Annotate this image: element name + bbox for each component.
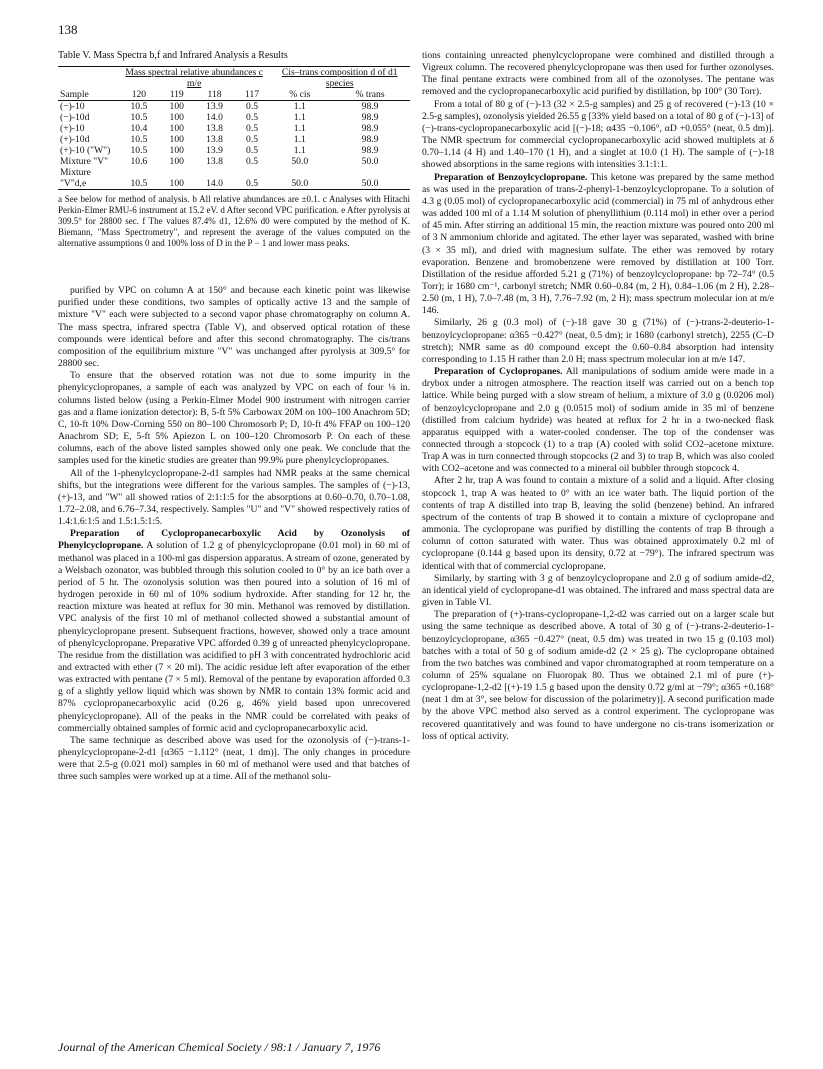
table-cell: 1.1 [293,112,306,124]
table-cell: 50.0 [291,178,309,190]
table-cell: 13.8 [206,123,223,135]
table-row [58,101,410,113]
table-cell: 10.5 [130,101,148,113]
column-header: 119 [169,89,184,101]
table-cell: 10.6 [130,156,148,168]
table-cell: 100 [169,112,184,124]
table-row [58,123,410,134]
table-cell: 0.5 [246,112,259,124]
table-cell: 0.5 [246,134,259,146]
table-cell: 10.5 [130,145,148,157]
table-row [58,112,410,123]
table-cell: 98.9 [361,112,379,124]
table-cell: (−)-10d [60,112,90,124]
paragraph: Similarly, 26 g (0.3 mol) of (−)-18 gave 30 g (71%) of (−)-trans-2-deuterio-1-benzoylcyclopropane: α365 −0.427° (neat, 0.5 dm); ir 1680 (carbonyl stretch), 2255 (C–D stretch); NMR same as d0 compound except the 0.60–0.84 absorption had intensity corresponding to 1.15 H rather than 2.0 H; mass spectrum molecular ion at m/e 147. [422,317,774,365]
column-header: % trans [355,89,385,101]
table-cell: 98.9 [361,145,379,157]
table-cell: 98.9 [361,101,379,113]
page-number: 138 [58,22,78,37]
table-cell: 100 [169,134,184,146]
paragraph: All of the 1-phenylcyclopropane-2-d1 samples had NMR peaks at the same chemical shifts, but the integrations were different for the various samples. The samples of (−)-13, (+)-13, and "W" all showed ratios of 2:1:1:5 for the absorptions at 0.60–0.70, 0.70–1.08, 1.72–2.08, and 6.76–7.34, respectively. Samples "U" and "V" showed respectively ratios of 1.4:1.6:1:5 and 1.5:1.5:1:5. [58,467,410,528]
table-cell: 13.9 [206,145,223,157]
table-cell: 0.5 [246,145,259,157]
journal-footer: Journal of the American Chemical Society / 98:1 / January 7, 1976 [58,1040,381,1054]
paragraph: tions containing unreacted phenylcyclopropane were combined and distilled through a Vigreux column. The recovered phenylcyclopropane was then used for further ozonolyses. The final pentane extracts were combined from all of the ozonolyses. The pentane was removed and the cyclopropanecarboxylic acid purified by distillation, bp 100° (30 Torr). [422,50,774,98]
paragraph: purified by VPC on column A at 150° and because each kinetic point was likewise purified under these conditions, two samples of optically active 13 and the sample of mixture "V" each were subjected to a second vapor phase chromatography on column A. The mass spectra, infrared spectra (Table V), and observed optical rotation of these compounds were identical before and after this second chromatography. The cis/trans composition of the equilibrium mixture "V" was unchanged after pyrolysis at 309.5° for 28800 sec. [58,285,410,370]
paragraph: To ensure that the observed rotation was not due to some impurity in the phenylcyclopropanes, a sample of each was analyzed by VPC on each of four ⅛ in. columns listed below (using a Perkin-Elmer Model 900 instrument with nitrogen carrier gas and a flame ionization detector): B, 5-ft 5% Carbowax 20M on 100–100 Anachrom 5D; C, 10-ft 10% Dow-Corning 550 on 80–100 Chromosorb P; D, 10-ft 4% FFAP on 100–120 Anachrom SD; E, 5-ft 5% Apiezon L on 100–120 Chromosorb P. On each of these columns, each of the above listed samples showed only one peak. We conclude that the samples used for the kinetic studies are greater than 99.9% pure phenylcyclopropanes. [58,370,410,467]
table-footnote: a See below for method of analysis. b All relative abundances are ±0.1. c Analyses with Hitachi Perkin-Elmer RMU-6 instrument at 15.2 eV. d After second VPC purification. e After pyrolysis at 309.5° for 28800 sec. f The values 87.4% d1, 12.6% d0 were computed by the method of K. Biemann, "Mass Spectrometry", and represent the average of the values computed on the alternative assumptions 0 and 100% loss of D in the P − 1 and lower mass peaks. [58,194,410,249]
paragraph: The same technique as described above was used for the ozonolysis of (−)-trans-1-phenylcyclopropane-2-d1 [α365 −1.112° (neat, 1 dm)]. The only changes in procedure were that 2.5-g (0.021 mol) samples in 60 ml of methanol were used and that batches of three such samples were worked up at a time. All of the methanol solu- [58,734,410,783]
paragraph: The preparation of (+)-trans-cyclopropane-1,2-d2 was carried out on a larger scale but using the same technique as described above. A total of 30 g of (−)-trans-2-deuterio-1-benzoylcyclopropane, α365 −0.427° (neat, 0.5 dm) was treated in two 15 g (0.103 mol) batches with a total of 50 g of sodium amide-d2 (2 × 25 g). The cyclopropane obtained from the two batches was combined and vapor chromatographed at room temperature on a column of 25% squalane on Fluoropak 80. Thus we obtained 2.1 ml of pure (+)-cyclopropane-1,2-d2 [(+)-19 1.5 g based upon the density 0.72 g/ml at −79°; α365 +0.168° (neat 1 dm at 3°, see below for discussion of the polarimetry)]. A second purification made by the above VPC method also served as a control experiment. The cyclopropane was recovered quantitatively and was found to have undergone no cis-trans isomerization or loss of optical activity. [422,609,774,742]
table-cell: 50.0 [361,178,379,190]
table-row [58,156,410,167]
section-heading: Preparation of Cyclopropanecarboxylic Acid by Ozonolysis of Phenylcyclopropane. [58,528,410,552]
table-cell: (+)-10 ("W") [60,145,111,157]
table-cell: 1.1 [293,134,306,146]
table-cell: 0.5 [246,123,259,135]
table-cell: 1.1 [293,101,306,113]
column-header: 117 [245,89,260,101]
section-heading: Preparation of Cyclopropanes. [434,366,563,378]
table-header-group1: Mass spectral relative abundances c m/e [125,67,263,90]
table-cell: Mixture "V"d,e [60,167,91,190]
paragraph: From a total of 80 g of (−)-13 (32 × 2.5-g samples) and 25 g of recovered (−)-13 (10 × 2.5-g samples), ozonolysis yielded 26.55 g [33% yield based on a total of 80 g of (−)-13] of (−)-trans-cyclopropanecarboxylic acid [(−)-18; α435 −0.106°, αD +0.055° (neat, 0.5 dm)]. The NMR spectrum for commercial cyclopropanecarboxylic acid showed multiplets at δ 0.70–1.14 (4 H) and 1.40–170 (1 H), and a singlet at 10.0 (1 H). The sample of (−)-18 showed absorptions in the same regions with intensities 3.1:1:1. [422,98,774,171]
table-cell: 100 [169,156,184,168]
table-cell: 13.8 [206,156,223,168]
table-cell: 14.0 [206,112,223,124]
table-cell: 1.1 [293,123,306,135]
paragraph: Preparation of Cyclopropanes. All manipulations of sodium amide were made in a drybox under a nitrogen atmosphere. The reaction itself was carried out on a bench top lattice. While being purged with a slow stream of helium, a mixture of 3.0 g (0.0206 mol) of benzoylcyclopropane and 2.0 g (0.0515 mol) of sodium amide in 35 ml of benzene (distilled from calcium hydride) was heated at reflux for 2 hr in a two-necked flask apparatus equipped with a water-cooled condenser. The top of the condenser was connected through a stopcock (1) to a trap (A) cooled with solid CO2–acetone mixture. Trap A was in turn connected through stopcocks (2 and 3) to trap B, which was also cooled with CO2–acetone and was connected to a mineral oil bubbler through stopcock 4. [422,366,774,475]
table-row [58,167,410,190]
table-cell: 13.8 [206,134,223,146]
column-header: 118 [207,89,222,101]
mass-spectra-table [58,66,410,190]
table-cell: 98.9 [361,123,379,135]
table-cell: (+)-10 [60,123,85,135]
table-cell: 98.9 [361,134,379,146]
paragraph: Similarly, by starting with 3 g of benzoylcyclopropane and 2.0 g of sodium amide-d2, an identical yield of cyclopropane-d1 was obtained. The infrared and mass spectral data are given in Table VI. [422,572,774,609]
column-header: % cis [289,89,311,101]
table-body [58,101,410,190]
column-header: Sample [60,89,89,101]
table-cell: 0.5 [246,101,259,113]
table-cell: 1.1 [293,145,306,157]
table-cell: 13.9 [206,101,223,113]
paragraph: Preparation of Cyclopropanecarboxylic Acid by Ozonolysis of Phenylcyclopropane. A solution of 1.2 g of phenylcyclopropane (0.01 mol) in 60 ml of methanol was placed in a 100-ml gas dispersion apparatus. A stream of ozone, generated by a Welsbach ozonator, was bubbled through this solution cooled to 0° by an ice bath over a period of 5 hr. The ozonolysis solution was then poured into a solution of 16 ml of hydrogen peroxide in 60 ml of 10% sodium hydroxide. After standing for 12 hr, the reaction mixture was heated at reflux for 30 min. Methanol was removed by distillation. VPC analysis of the first 10 ml of methanol collected showed a substantial amount of phenylcyclopropane present. Subsequent fractions, however, showed only a trace amount of phenylcyclopropane. Preparative VPC afforded 0.39 g of unreacted phenylcyclopropane. The residue from the distillation was acidified to pH 3 with concentrated hydrochloric acid and extracted with ether (7 × 20 ml). The acidic residue left after evaporation of the ether was extracted with pentane (7 × 5 ml). Removal of the pentane by evaporation afforded 0.3 g of a slightly yellow liquid which was shown by NMR to contain 13% formic acid and 87% cyclopropanecarboxylic acid (0.26 g, 46% yield based upon unrecovered phenylcyclopropane). All of the peaks in the NMR could be correlated with peaks of commercially obtained samples of formic acid and cyclopropanecarboxylic acid. [58,528,410,734]
column-header: 120 [131,89,147,101]
left-column [58,50,410,784]
table-cell: 14.0 [206,178,223,190]
table-column-headers [58,89,410,101]
table-cell: 100 [169,123,184,135]
table-cell: 100 [169,178,184,190]
table-cell: 0.5 [246,178,259,190]
section-heading: Preparation of Benzoylcyclopropane. [434,171,588,183]
paragraph: Preparation of Benzoylcyclopropane. This ketone was prepared by the same method as was used in the preparation of trans-2-phenyl-1-benzoylcyclopropane. To a solution of 4.3 g (0.05 mol) of cyclopropanecarboxylic acid (commercial) in 75 ml of anhydrous ether was added 100 ml of a 1.14 M solution of phenyllithium (0.114 mol) in ether over a period of 45 min. After stirring an additional 15 min, the reaction mixture was poured onto 200 ml of 3 N ammonium chloride and agitated. The ether layer was separated, washed with brine (3 × 35 ml), and dried with magnesium sulfate. The ether was removed by rotary evaporation. Benzene and bromobenzene were removed by distillation at 100 Torr. Distillation of the residue afforded 5.21 g (71%) of benzoylcyclopropane: bp 72–74° (0.5 Torr); ir 1680 cm⁻¹, carbonyl stretch; NMR 0.60–0.84 (m, 2 H), 0.84–1.06 (m 2 H), 2.28–2.50 (m, 1 H), 7.0–7.48 (m, 3 H), 7.76–7.92 (m, 2 H); mass spectrum molecular ion at m/e 146. [422,171,774,317]
table-row [58,145,410,156]
table-cell: 100 [169,101,184,113]
table-cell: 50.0 [291,156,309,168]
table-cell: 10.5 [130,134,148,146]
right-column [422,50,774,743]
table-cell: 10.5 [130,112,148,124]
table-cell: (−)-10 [60,101,85,113]
table-cell: 10.5 [130,178,148,190]
table-row [58,134,410,145]
table-cell: 50.0 [361,156,379,168]
table-cell: 0.5 [246,156,259,168]
table-cell: 100 [169,145,184,157]
table-cell: 10.4 [130,123,148,135]
table-header-group2: Cis–trans composition d of d1 species [281,67,398,90]
paragraph: After 2 hr, trap A was found to contain a mixture of a solid and a liquid. After closing stopcock 1, trap A was heated to 0° with an ice water bath. The liquid portion of the contents of trap A distilled into trap B, leaving the solid (benzene) behind. An infrared spectrum of the contents of trap B showed it to contain a mixture of cyclopropane and ammonia. The cyclopropane was purified by distilling the contents of trap B through a column of cotton saturated with water. Thus was obtained approximately 0.2 ml of cyclopropane (0.144 g based upon its density, 0.72 at −79°). The infrared spectrum was identical with that of commercial cyclopropane. [422,475,774,572]
table-cell: Mixture "V" [60,156,109,168]
table-caption: Table V. Mass Spectra b,f and Infrared Analysis a Results [58,50,288,61]
table-cell: (+)-10d [60,134,90,146]
